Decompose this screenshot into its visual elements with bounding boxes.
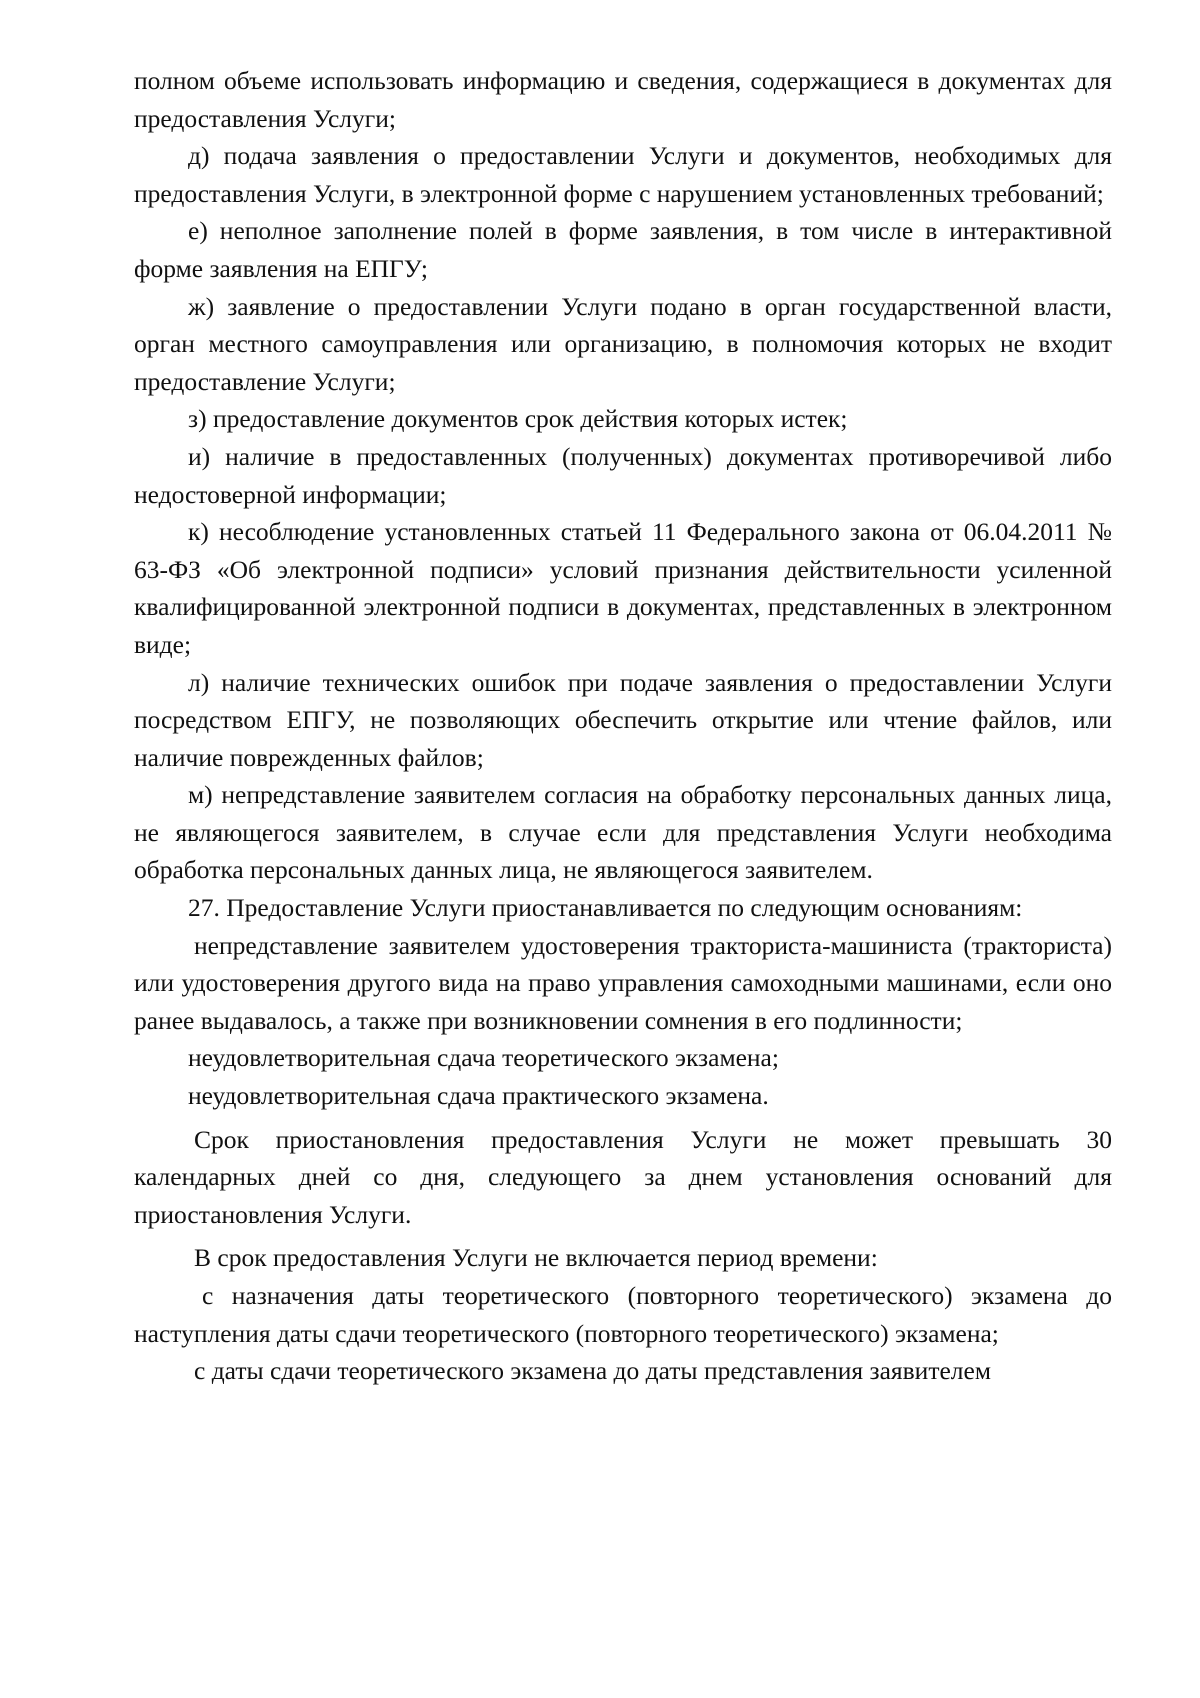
paragraph-excluded-period: В срок предоставления Услуги не включается период времени: (194, 1243, 878, 1273)
paragraph-item-l: л) наличие технических ошибок при подаче заявления о предоставлении Услуги посредством ЕПГУ, не позволяющих обеспечить открытие или чтение файлов, или наличие поврежденных файлов; (134, 667, 1112, 772)
paragraph-suspension-reason-practice: неудовлетворительная сдача практического экзамена. (188, 1081, 769, 1111)
paragraph-excluded-period-practice: с даты сдачи теоретического экзамена до даты представления заявителем (194, 1356, 991, 1386)
document-body (134, 62, 1112, 1390)
paragraph-item-i: и) наличие в предоставленных (полученных) документах противоречивой либо недостоверной информации; (134, 441, 1112, 509)
paragraph-item-m: м) непредставление заявителем согласия на обработку персональных данных лица, не являющегося заявителем, в случае если для представления Услуги необходима обработка персональных данных лица, не являющегося заявителем. (134, 780, 1112, 885)
paragraph-clause-27: 27. Предоставление Услуги приостанавливается по следующим основаниям: (188, 893, 1023, 923)
paragraph-item-z: з) предоставление документов срок действия которых истек; (188, 404, 848, 434)
paragraph-excluded-period-theory: с назначения даты теоретического (повторного теоретического) экзамена до наступления даты сдачи теоретического (повторного теоретического) экзамена; (134, 1281, 1112, 1348)
paragraph-item-e: е) неполное заполнение полей в форме заявления, в том числе в интерактивной форме заявления на ЕПГУ; (134, 216, 1112, 283)
paragraph-item-d: д) подача заявления о предоставлении Услуги и документов, необходимых для предоставления Услуги, в электронной форме с нарушением установленных требований; (134, 141, 1112, 208)
paragraph-continuation: полном объеме использовать информацию и сведения, содержащиеся в документах для предоставления Услуги; (134, 66, 1112, 133)
paragraph-suspension-period: Срок приостановления предоставления Услуги не может превышать 30 календарных дней со дня, следующего за днем установления оснований для приостановления Услуги. (134, 1124, 1112, 1229)
paragraph-item-zh: ж) заявление о предоставлении Услуги подано в орган государственной власти, орган местного самоуправления или организацию, в полномочия которых не входит предоставление Услуги; (134, 291, 1112, 396)
paragraph-suspension-reason-theory: неудовлетворительная сдача теоретического экзамена; (188, 1043, 779, 1073)
paragraph-suspension-reason-license: непредставление заявителем удостоверения тракториста-машиниста (тракториста) или удостоверения другого вида на право управления самоходными машинами, если оно ранее выдавалось, а также при возникновении сомнения в его подлинности; (134, 930, 1112, 1035)
paragraph-item-k: к) несоблюдение установленных статьей 11 Федерального закона от 06.04.2011 № 63-ФЗ «Об электронной подписи» условий признания действительности усиленной квалифицированной электронной подписи в документах, представленных в электронном виде; (134, 517, 1112, 659)
